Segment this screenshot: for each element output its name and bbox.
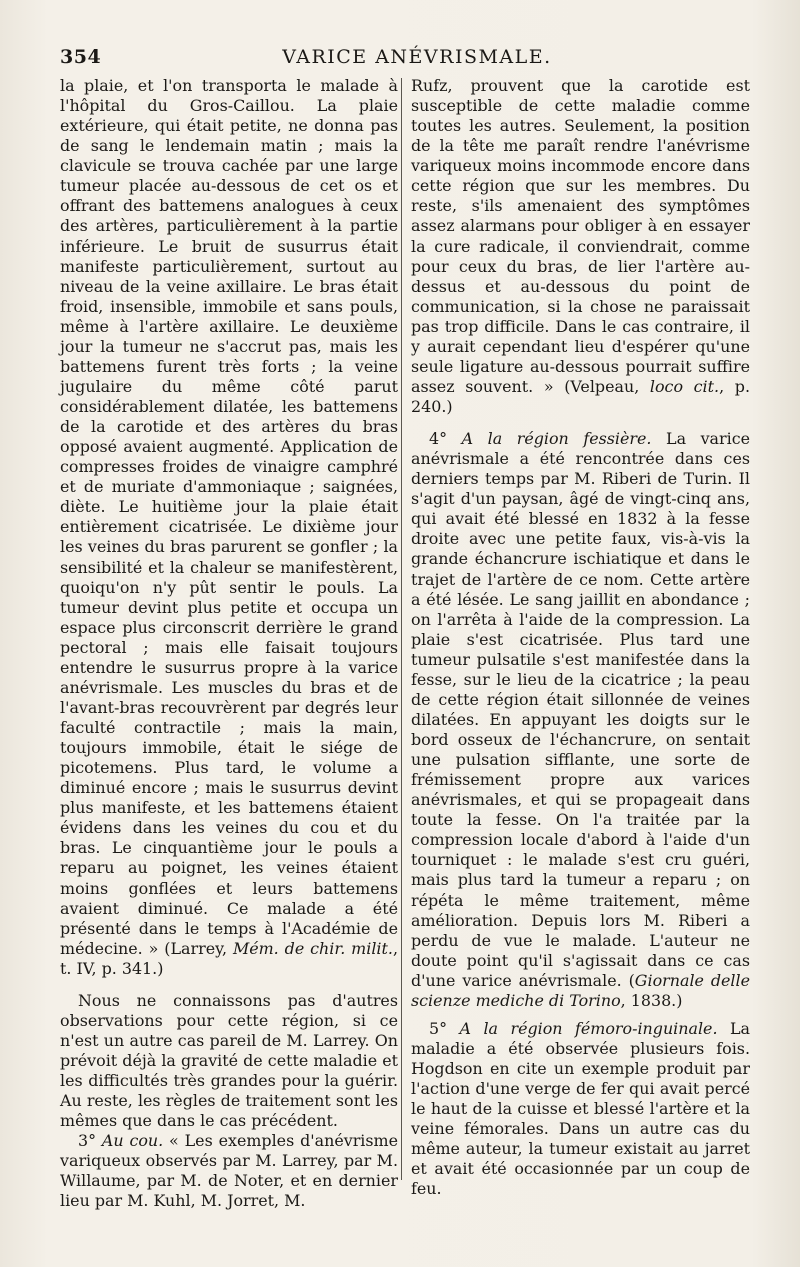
left-column (60, 76, 398, 1212)
paragraph-observations (60, 991, 398, 1131)
page-header (60, 46, 774, 74)
citation-ref: , p. 240.) (411, 376, 750, 416)
citation-title: loco cit. (649, 376, 720, 396)
section-title: A la région fémoro-inguinale. (459, 1018, 718, 1038)
section-femoro-inguinale (411, 1019, 750, 1200)
paragraph-text: Nous ne connaissons pas d'autres observations pour cette région, si ce n'est un autre cas pareil de M. Larrey. On prévoit déjà la gravité de cette maladie et les difficultés très grandes pour la guérir. Au reste, les règles de traitement sont les mêmes que dans le cas précédent. (60, 990, 398, 1131)
section-title: A la région fessière. (461, 429, 652, 449)
running-title: VARICE ANÉVRISMALE. (282, 46, 552, 68)
paragraph-text: La maladie a été observée plusieurs fois. Hogdson en cite un exemple produit par l'action d'une verge de fer qui avait percé le haut de la cuisse et blessé l'artère et la veine fémorales. Dans un autre cas du même auteur, la tumeur existait au jarret et avait été occasionnée par un coup de feu. (411, 1018, 751, 1199)
paragraph-text: « Les exemples d'anévrisme variqueux observés par M. Larrey, par M. Willaume, par M. de Noter, et en dernier lieu par M. Kuhl, M. Jorret, M. (60, 1131, 399, 1211)
paragraph-text: la plaie, et l'on transporta le malade à l'hôpital du Gros-Caillou. La plaie extérieure, qui était petite, ne donna pas de sang le lendemain matin ; mais la clavicule se trouva cachée par une large tumeur placée au-dessous de cet os et offrant des battemens analogues à ceux des artères, particulièrement à la partie inférieure. Le bruit de susurrus était manifeste particulièrement, surtout au niveau de la veine axillaire. Le bras était froid, insensible, immobile et sans pouls, même à l'artère axillaire. Le deuxième jour la tumeur ne s'accrut pas, mais les battemens furent très forts ; la veine jugulaire du même côté parut considérablement dilatée, les battemens de la carotide et des artères du bras opposé avaient augmenté. Application de compresses froides de vinaigre camphré et de muriate d'ammoniaque ; saignées, diète. Le huitième jour la plaie était entièrement cicatrisée. Le dixième jour les veines du bras parurent se gonfler ; la sensibilité et la chaleur se manifestèrent, quoiqu'on n'y pût sentir le pouls. La tumeur devint plus petite et occupa un espace plus circonscrit derrière le grand pectoral ; mais elle faisait toujours entendre le susurrus propre à la varice anévrismale. Les muscles du bras et de l'avant-bras recouvrèrent par degrés leur faculté contractile ; mais la main, toujours immobile, était le siége de picotemens. Plus tard, le volume a diminué encore ; mais le susurrus devint plus manifeste, et les battemens étaient évidens dans les veines du cou et du bras. Le cinquantième jour le pouls a reparu au poignet, les veines étaient moins gonflées et leurs battemens avaient diminué. Ce malade a été présenté dans le temps à l'Académie de médecine. » (Larrey, (60, 76, 398, 958)
citation-ref: , 1838.) (620, 990, 683, 1010)
paragraph-larrey-case (60, 76, 398, 979)
section-number: 4° (429, 429, 462, 449)
section-title: Au cou. (101, 1131, 164, 1151)
column-divider (401, 78, 402, 1180)
paragraph-text: La varice anévrismale a été rencontrée dans ces derniers temps par M. Riberi de Turin. Il s'agit d'un paysan, âgé de vingt-cinq ans, qui avait été blessé en 1832 à la fesse droite avec une petite faux, vis-à-vis la grande échancrure ischiatique et dans le trajet de l'artère de ce nom. Cette artère a été lésée. Le sang jaillit en abondance ; on l'arrêta à l'aide de la compression. La plaie s'est cicatrisée. Plus tard une tumeur pulsatile s'est manifestée dans la fesse, sur le lieu de la cicatrice ; la peau de cette région était sillonnée de veines dilatées. En appuyant les doigts sur le bord osseux de l'échancrure, on sentait une pulsation sifflante, une sorte de frémissement propre aux varices anévrismales, et qui se propageait dans toute la fesse. On l'a traitée par la compression locale d'abord à l'aide d'un tourniquet : le malade s'est cru guéri, mais plus tard la tumeur a reparu ; on répéta le même traitement, même amélioration. Depuis lors M. Riberi a perdu de vue le malade. L'auteur ne doute point qu'il s'agissait dans ce cas d'une varice anévrismale. ( (411, 429, 751, 990)
page-number: 354 (60, 46, 102, 68)
section-fessiere (411, 429, 750, 1011)
citation-title: Giornale delle scienze mediche di Torino (411, 970, 750, 1010)
section-number: 5° (429, 1018, 460, 1038)
section-cou (60, 1131, 398, 1211)
paragraph-velpeau-quote (411, 76, 750, 417)
citation-title: Mém. de chir. milit. (232, 938, 393, 958)
section-number: 3° (78, 1131, 102, 1151)
citation-ref: , t. IV, p. 341.) (60, 938, 398, 978)
paragraph-text: Rufz, prouvent que la carotide est susceptible de cette maladie comme toutes les autres. Seulement, la position de la tête me paraît rendre l'anévrisme variqueux moins incommode encore dans cette région que sur les membres. Du reste, s'ils amenaient des symptômes assez alarmans pour obliger à en essayer la cure radicale, il conviendrait, comme pour ceux du bras, de lier l'artère au-dessus et au-dessous du point de communication, si la chose ne paraissait pas trop difficile. Dans le cas contraire, il y aurait cependant lieu d'espérer qu'une seule ligature au-dessous pourrait suffire assez souvent. » (Velpeau, (411, 76, 750, 396)
right-column (411, 76, 750, 1199)
